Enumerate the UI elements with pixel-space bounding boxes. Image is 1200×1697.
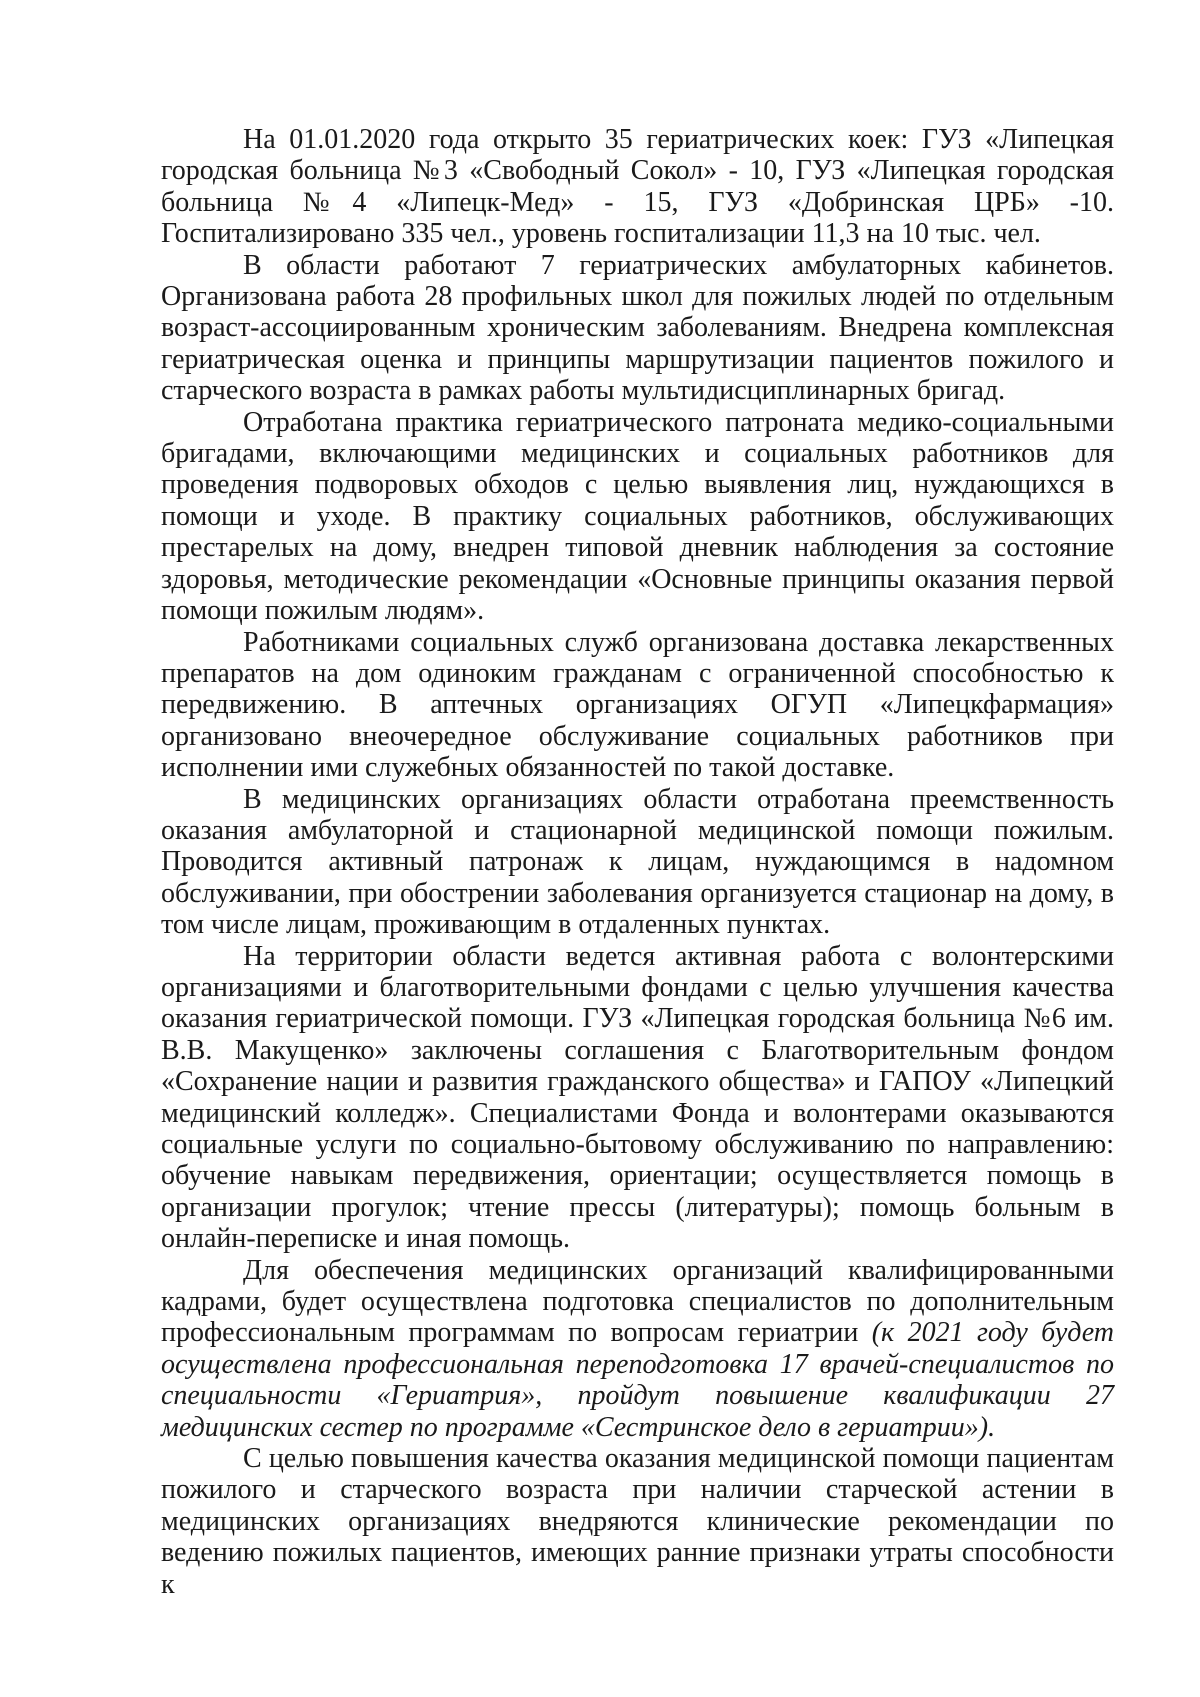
paragraph-ambulatory-cabinets [161,250,1114,407]
paragraph-volunteer-work [161,941,1114,1255]
paragraph-text: Работниками социальных служб организована доставка лекарственных препаратов на дом одиноким гражданам с ограниченной способностью к передвижению. В аптечных организациях ОГУП «Липецкфармация» организовано внеочередное обслуживание социальных работников при исполнении ими служебных обязанностей по такой доставке. [161,626,1114,784]
paragraph-text: На 01.01.2020 года открыто 35 гериатрических коек: ГУЗ «Липецкая городская больница №3 «Свободный Сокол» - 10, ГУЗ «Липецкая городская больница №4 «Липецк-Мед» - 15, ГУЗ «Добринская ЦРБ» -10. Госпитализировано 335 чел., уровень госпитализации 11,3 на 10 тыс. чел. [161,124,1114,250]
paragraph-continuity-of-care [161,784,1114,941]
paragraph-text: С целью повышения качества оказания медицинской помощи пациентам пожилого и старческого возраста при наличии старческой астении в медицинских организациях внедряются клинические рекомендации по ведению пожилых пациентов, имеющих ранние признаки утраты способности к [161,1443,1114,1600]
paragraph-text: В области работают 7 гериатрических амбулаторных кабинетов. Организована работа 28 профильных школ для пожилых людей по отдельным возраст-ассоциированным хроническим заболеваниям. Внедрена комплексная гериатрическая оценка и принципы маршрутизации пациентов пожилого и старческого возраста в рамках работы мультидисциплинарных бригад. [161,249,1114,407]
paragraph-text: На территории области ведется активная работа с волонтерскими организациями и благотворительными фондами с целью улучшения качества оказания гериатрической помощи. ГУЗ «Липецкая городская больница №6 им. В.В. Макущенко» заключены соглашения с Благотворительным фондом «Сохранение нации и развития гражданского общества» и ГАПОУ «Липецкий медицинский колледж». Специалистами Фонда и волонтерами оказываются социальные услуги по социально-бытовому обслуживанию по направлению: обучение навыкам передвижения, ориентации; осуществляется помощь в организации прогулок; чтение прессы (литературы); помощь больным в онлайн-переписке и иная помощь. [161,940,1114,1255]
paragraph-patronage-practice [161,407,1114,627]
document-body [161,124,1114,1600]
paragraph-geriatric-beds [161,124,1114,250]
paragraph-text: Для обеспечения медицинских организаций квалифицированными кадрами, будет осуществлена подготовка специалистов по дополнительным профессиональным программам по вопросам гериатрии [161,1254,1114,1349]
paragraph-text: В медицинских организациях области отработана преемственность оказания амбулаторной и стационарной медицинской помощи пожилым. Проводится активный патронаж к лицам, нуждающимся в надомном обслуживании, при обострении заболевания организуется стационар на дому, в том числе лицам, проживающим в отдаленных пунктах. [161,783,1114,941]
paragraph-text: Отработана практика гериатрического патроната медико-социальными бригадами, включающими медицинских и социальных работников для проведения подворовых обходов с целью выявления лиц, нуждающихся в помощи и уходе. В практику социальных работников, обслуживающих престарелых на дому, внедрен типовой дневник наблюдения за состояние здоровья, методические рекомендации «Основные принципы оказания первой помощи пожилым людям». [161,406,1114,627]
paragraph-italic-text: (к 2021 году будет осуществлена профессиональная переподготовка 17 врачей-специалистов по специальности «Гериатрия», пройдут повышение квалификации 27 медицинских сестер по программе «Сестринское дело в гериатрии»). [161,1317,1115,1443]
paragraph-medicine-delivery [161,627,1114,784]
paragraph-staff-training [161,1255,1114,1443]
paragraph-clinical-guidelines [161,1443,1114,1600]
